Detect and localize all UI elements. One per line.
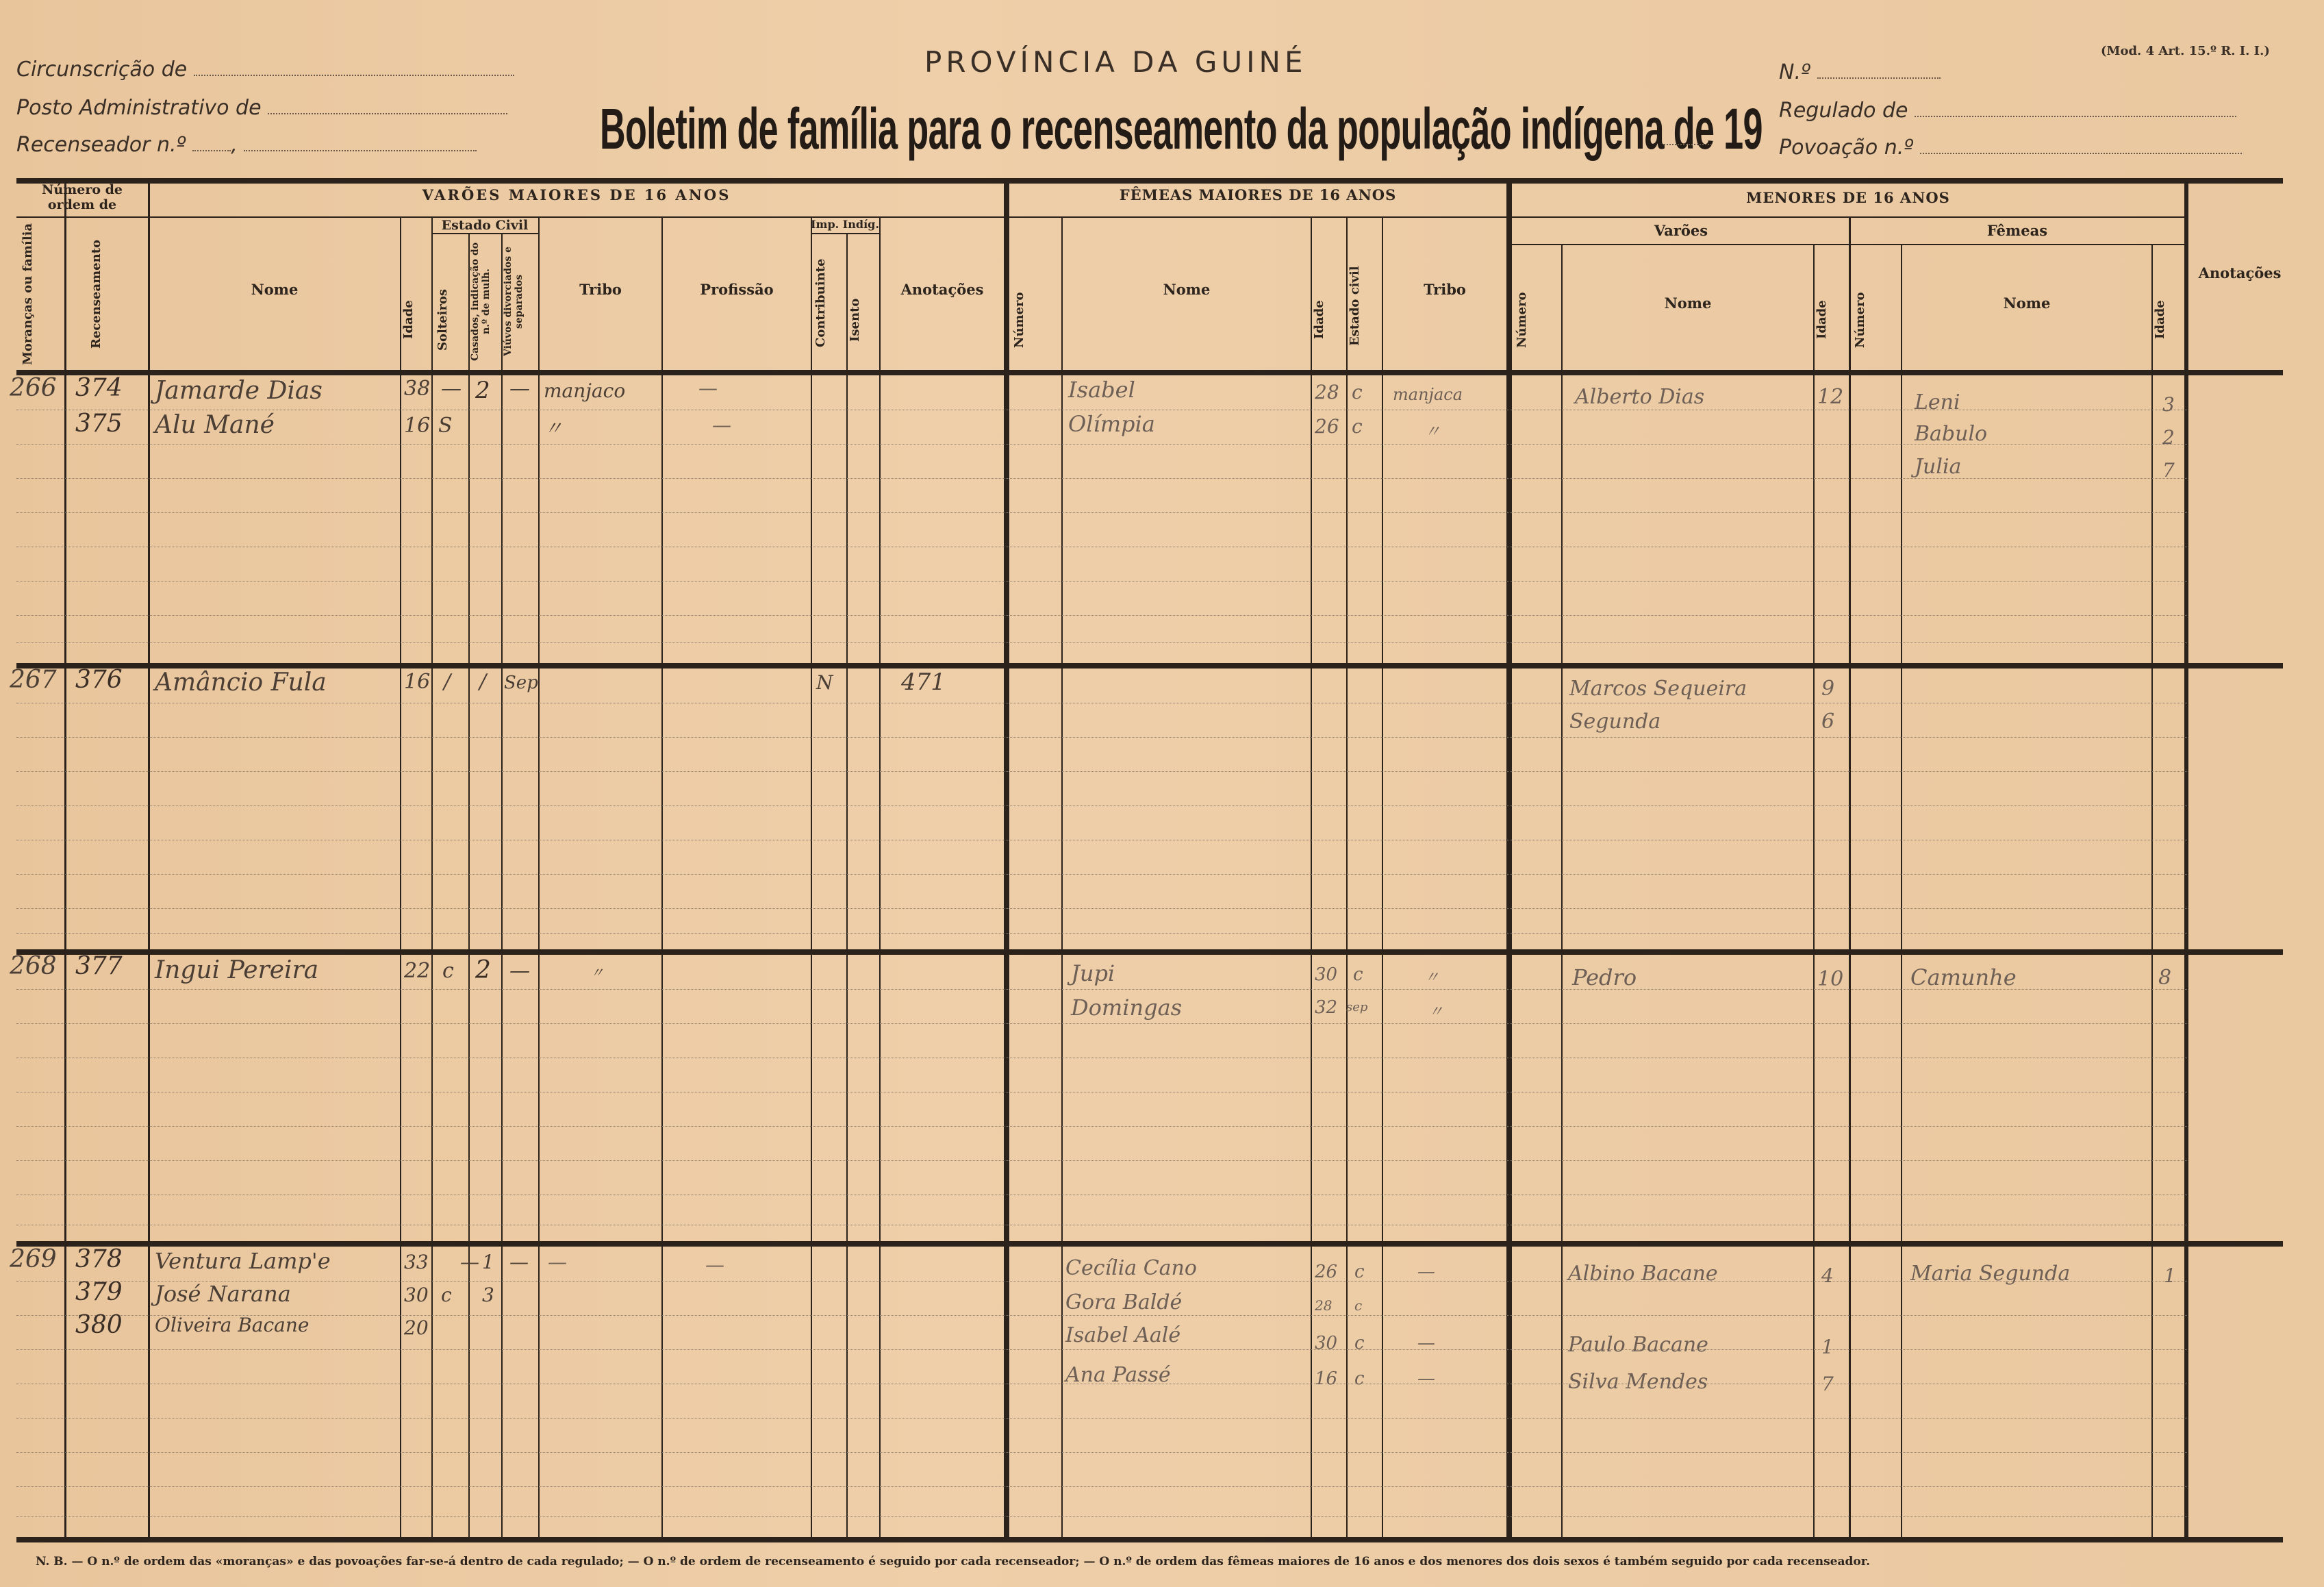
footer-note: N. B. — O n.º de ordem das «moranças» e das povoações far-se-á dentro de cada regulado; — O n.º de ordem de recenseamento é seguido por cada recenseador; — O n.º de ordem das fêmeas maiores de 16 anos e dos menores dos dois sexos é também seguido por cada recenseador. [36,1555,1871,1569]
hw-menor-femea-idade: 8 [2158,966,2172,990]
row-rule [16,908,2187,909]
hw-varao-solt: / [444,670,451,694]
col-div-mv-numero [1561,245,1563,1540]
hw-femea-nome: Isabel Aalé [1065,1323,1181,1347]
hw-contribuinte: N [816,671,833,694]
posto-field [16,96,507,120]
hw-femea-idade: 30 [1315,964,1338,985]
hw-varao-idade: 30 [404,1284,429,1306]
col-div-recenseamento [148,181,150,1540]
hw-rec: 376 [75,666,123,694]
hw-rec: 377 [75,952,123,980]
hw-varao-nome: Ingui Pereira [155,956,319,984]
hw-varao-prof: — [705,1253,724,1276]
contribuinte-header: Contribuinte [813,258,828,347]
isento-header: Isento [848,298,862,342]
menores-sexes-line [1512,244,2184,245]
col-div-nome [400,216,401,1540]
hw-varao-tribo: 〃 [590,964,604,981]
recenseador-field [16,133,477,157]
block-separator-2 [16,949,2283,955]
row-rule [16,615,2187,616]
hw-varao-solt: c [442,959,454,983]
hw-rec: 379 [75,1278,123,1306]
hw-moranca: 266 [10,374,57,402]
hw-moranca: 267 [10,666,57,694]
femeas-idade-header: Idade [1312,300,1326,340]
circunscricao-field [16,58,514,82]
hw-varao-idade: 22 [404,959,431,983]
hw-femea-tribo: — [1417,1369,1435,1389]
hw-rec: 374 [75,374,123,402]
hw-menor-femea-nome: Camunhe [1910,964,2017,990]
hw-varao-idade: 38 [404,377,431,401]
femeas-menores-divider [1506,181,1512,1540]
recenseador-label: Recenseador n.º [16,133,186,157]
hw-femea-estado: c [1354,1333,1365,1353]
recenseador-separator: , [231,133,238,157]
hw-menor-varao-nome: Albino Bacane [1568,1262,1718,1286]
menores-varoes-header: Varões [1654,222,1708,239]
hw-varao-nome: Oliveira Bacane [155,1314,310,1336]
femeas-group-header: FÊMEAS MAIORES DE 16 ANOS [1119,186,1397,203]
hw-varao-solt: — [460,1251,479,1273]
row-rule [16,1126,2187,1127]
hw-menor-varao-nome: Pedro [1572,964,1637,990]
hw-varao-cas: 2 [475,956,491,984]
hw-varao-nome: José Narana [155,1281,291,1307]
posto-label: Posto Administrativo de [16,96,262,120]
col-div-idade [431,216,433,1540]
menores-subheader-line [1512,216,2184,218]
povoacao-field [1779,136,2242,160]
row-rule [16,805,2187,806]
recenseador-blank-2 [244,146,477,151]
regulado-field [1779,99,2236,123]
col-div-viuvos [538,216,540,1540]
povoacao-blank [1920,149,2242,154]
mv-numero-header: Número [1515,292,1529,348]
hw-femea-estado: c [1354,1262,1365,1282]
hw-moranca: 269 [10,1245,57,1273]
morancas-header: Moranças ou família [21,223,35,365]
hw-varao-cas: 3 [482,1284,494,1306]
hw-menor-femea-idade: 2 [2162,426,2175,449]
ordem-line [16,216,148,218]
hw-femea-idade: 28 [1315,1297,1332,1314]
posto-blank [268,109,507,114]
row-rule [16,771,2187,772]
hw-menor-varao-nome: Segunda [1569,710,1661,734]
hw-varao-cas: 2 [475,377,490,404]
hw-varao-tribo: 〃 [544,417,564,440]
hw-femea-tribo: 〃 [1424,969,1440,986]
femeas-estado-header: Estado civil [1348,266,1362,347]
col-div-mf-numero [1901,245,1902,1540]
header-bottom-border [16,370,2283,375]
circunscricao-blank [194,71,514,76]
row-rule [16,737,2187,738]
hw-varao-prof: — [712,414,731,436]
hw-femea-estado: c [1354,1297,1363,1314]
varoes-anotacoes-header: Anotações [900,281,984,298]
row-rule [16,1418,2187,1419]
femeas-numero-header: Número [1012,292,1026,348]
hw-menor-femea-idade: 1 [2164,1264,2176,1287]
menores-femeas-header: Fêmeas [1986,222,2048,239]
hw-femea-nome: Gora Baldé [1065,1290,1183,1314]
col-div-varoes-femeas-menores [1849,216,1851,1540]
mf-nome-header: Nome [2003,295,2051,312]
hw-menor-varao-idade: 6 [1821,710,1835,734]
col-div-solteiros [468,233,470,1540]
hw-femea-estado: sep [1346,1000,1368,1014]
hw-varao-idade: 16 [404,414,431,438]
row-rule [16,1452,2187,1453]
hw-femea-nome: Isabel [1068,377,1135,403]
col-div-contribuinte [846,233,848,1540]
row-rule [16,581,2187,582]
mf-numero-header: Número [1853,292,1867,348]
hw-varao-prof: — [698,377,718,399]
recenseamento-header: Recenseamento [89,239,103,349]
varoes-femeas-divider [1004,181,1009,1540]
col-div-profissao [811,216,812,1540]
hw-femea-idade: 16 [1315,1369,1338,1389]
hw-rec: 378 [75,1245,123,1273]
profissao-header: Profissão [700,281,774,298]
row-rule [16,933,2187,934]
hw-femea-estado: c [1352,415,1363,438]
mv-idade-header: Idade [1815,300,1829,340]
hw-menor-varao-idade: 1 [1821,1336,1834,1358]
numero-label: N.º [1779,60,1811,84]
hw-varao-idade: 16 [404,670,431,694]
hw-varao-nome: Alu Mané [155,411,275,439]
hw-menor-femea-nome: Julia [1915,455,1962,479]
mf-idade-header: Idade [2153,300,2167,340]
recenseador-blank-1 [192,146,231,151]
row-rule [16,1486,2187,1487]
hw-rec: 375 [75,410,123,438]
numero-field [1779,60,1941,84]
hw-femea-nome: Cecília Cano [1065,1256,1197,1280]
hw-menor-varao-nome: Alberto Dias [1575,385,1705,409]
hw-menor-varao-nome: Paulo Bacane [1568,1333,1708,1357]
numero-blank [1817,73,1941,79]
hw-femea-nome: Ana Passé [1065,1363,1171,1387]
hw-varao-nome: Amâncio Fula [155,668,327,697]
row-rule [16,1349,2187,1350]
povoacao-label: Povoação n.º [1779,136,1914,160]
hw-femea-idade: 32 [1315,997,1338,1018]
hw-menor-femea-nome: Babulo [1915,422,1988,446]
hw-varao-cas: 1 [482,1251,494,1273]
hw-femea-nome: Olímpia [1068,411,1155,437]
col-div-f-nome [1311,216,1312,1540]
estado-civil-line [431,233,538,234]
hw-femea-estado: c [1352,381,1363,403]
hw-varao-viuvo: — [509,377,530,401]
hw-menor-varao-idade: 9 [1821,677,1835,701]
hw-rec: 380 [75,1311,123,1339]
regulado-blank [1915,112,2236,117]
hw-femea-estado: c [1354,1369,1365,1389]
femeas-subheader-line [1009,216,1506,218]
hw-varao-solt: c [441,1284,452,1306]
row-rule [16,1516,2187,1517]
hw-femea-idade: 26 [1315,1262,1338,1282]
solteiros-header: Solteiros [435,288,450,351]
col-div-morancas [64,181,66,1540]
row-rule [16,1315,2187,1316]
hw-varao-tribo: — [548,1251,567,1273]
hw-menor-varao-nome: Marcos Sequeira [1569,677,1747,701]
hw-femea-idade: 30 [1315,1333,1338,1353]
row-rule [16,1160,2187,1161]
col-div-tribo [661,216,663,1540]
block-separator-1 [16,663,2283,668]
hw-menor-varao-idade: 4 [1821,1264,1834,1287]
femeas-nome-header: Nome [1163,281,1211,298]
row-rule [16,874,2187,875]
hw-menor-femea-idade: 7 [2162,459,2175,482]
menores-anotacoes-divider [2184,181,2188,1540]
col-div-f-estado [1382,216,1383,1540]
hw-menor-femea-nome: Maria Segunda [1910,1262,2071,1286]
col-div-mf-nome [2151,245,2153,1540]
row-rule [16,444,2187,445]
mv-nome-header: Nome [1664,295,1712,312]
col-div-casados [501,233,503,1540]
hw-menor-varao-idade: 12 [1817,385,1844,409]
hw-varao-tribo: manjaco [544,379,626,402]
hw-menor-varao-idade: 10 [1817,967,1844,991]
hw-femea-tribo: 〃 [1428,1003,1444,1021]
table-top-border [16,178,2283,184]
femeas-tribo-header: Tribo [1424,281,1466,298]
hw-anotacoes: 471 [901,668,946,696]
circunscricao-label: Circunscrição de [16,58,188,82]
hw-varao-nome: Ventura Lamp'e [155,1248,331,1274]
col-div-f-idade [1346,216,1348,1540]
hw-femea-nome: Jupi [1071,960,1115,986]
hw-femea-idade: 26 [1315,415,1339,438]
varoes-group-header: VARÕES MAIORES DE 16 ANOS [422,186,731,203]
hw-femea-idade: 28 [1315,381,1339,403]
hw-menor-varao-idade: 7 [1821,1373,1834,1395]
hw-varao-solt: S [438,414,453,438]
hw-femea-tribo: — [1417,1262,1435,1282]
row-rule [16,512,2187,513]
hw-varao-nome: Jamarde Dias [155,377,323,405]
hw-menor-femea-idade: 3 [2162,393,2175,416]
hw-varao-cas: / [479,670,487,694]
imp-indig-header: Imp. Indíg. [811,218,879,231]
casados-header: Casados, indicação do n.º de mulh. [470,242,492,361]
menores-anotacoes-header: Anotações [2198,264,2282,282]
viuvos-header: Viúvos divorciados e separados [503,247,525,357]
row-rule [16,642,2187,643]
block-separator-3 [16,1241,2283,1247]
hw-femea-nome: Domingas [1071,995,1183,1021]
col-div-isento [879,216,881,1540]
hw-varao-viuvo: — [509,1251,529,1273]
hw-femea-tribo: 〃 [1424,422,1441,441]
varoes-tribo-header: Tribo [579,281,622,298]
regulado-label: Regulado de [1779,99,1908,123]
row-rule [16,989,2187,990]
hw-varao-idade: 33 [404,1251,429,1273]
hw-moranca: 268 [10,952,57,980]
menores-group-header: MENORES DE 16 ANOS [1746,189,1950,206]
hw-menor-varao-nome: Silva Mendes [1568,1370,1708,1394]
model-reference: (Mod. 4 Art. 15.º R. I. I.) [2101,44,2270,58]
varoes-nome-header: Nome [251,281,299,298]
hw-femea-tribo: manjaca [1393,385,1463,404]
hw-femea-estado: c [1353,964,1363,985]
row-rule [16,1023,2187,1024]
varoes-idade-header: Idade [401,300,416,340]
numero-ordem-header: Número de ordem de [41,182,123,212]
col-div-mv-nome [1813,245,1815,1540]
imp-indig-line [811,233,879,234]
row-rule [16,478,2187,479]
hw-menor-femea-nome: Leni [1915,390,1960,414]
table-bottom-border [16,1537,2283,1542]
year-blank [1664,144,1712,145]
form-title: Boletim de família para o recenseamento da população indígena de 19 [600,97,1763,161]
province-heading: PROVÍNCIA DA GUINÉ [924,45,1307,79]
col-div-f-numero [1061,216,1063,1540]
hw-varao-idade: 20 [404,1316,429,1339]
estado-civil-header: Estado Civil [441,218,529,233]
hw-varao-viuvo: — [509,959,530,983]
hw-varao-viuvo: Sep [504,673,538,693]
hw-varao-solt: — [441,377,462,401]
row-rule [16,1281,2187,1282]
hw-femea-tribo: — [1417,1333,1435,1353]
